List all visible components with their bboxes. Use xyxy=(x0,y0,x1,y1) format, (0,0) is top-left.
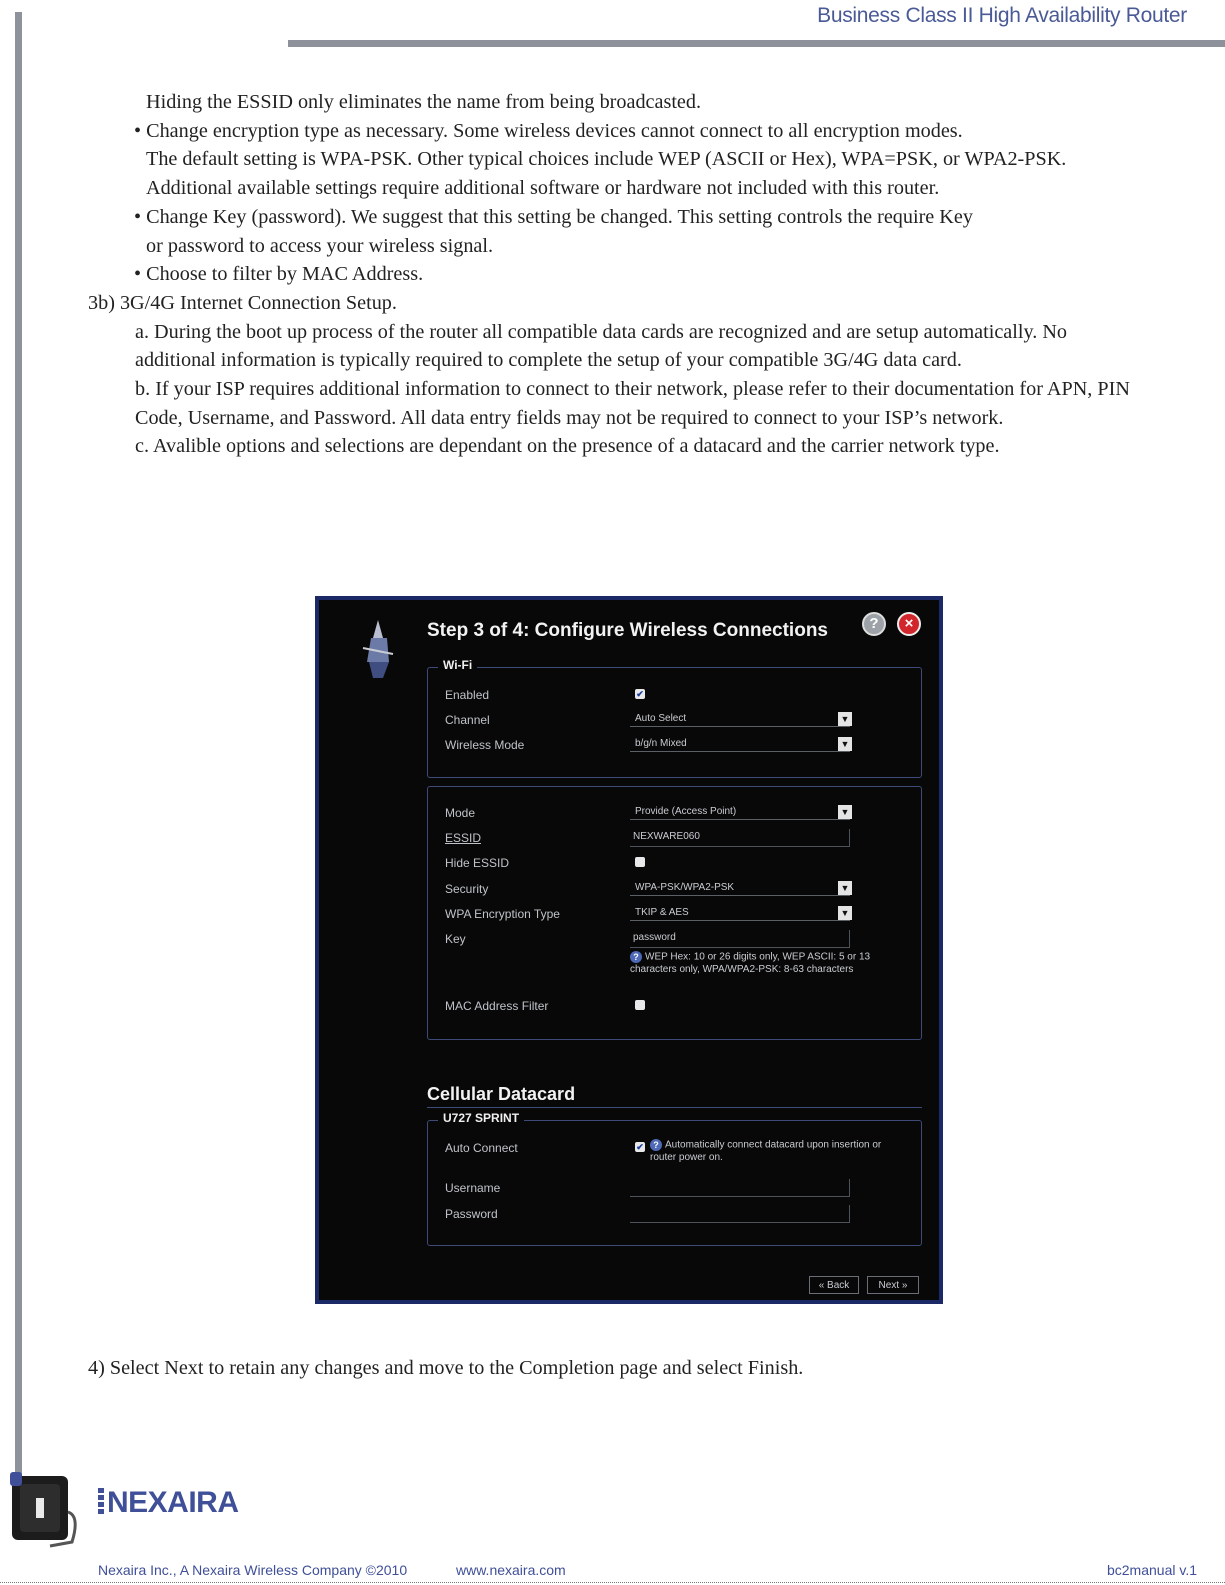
left-margin-rule xyxy=(15,12,22,1494)
item-b: b. If your ISP requires additional information to connect to their network, please refer to their documentation for APN, PIN Code, Username, and Password. All data entry fields may not be required to connect to your ISP’s network. xyxy=(135,378,1130,429)
wireless-mode-value: b/g/n Mixed xyxy=(635,738,687,749)
encryption-type-select[interactable] xyxy=(630,905,850,921)
hide-essid-label: Hide ESSID xyxy=(445,856,510,870)
mac-filter-checkbox[interactable] xyxy=(635,1000,645,1010)
auto-connect-hint-text: Automatically connect datacard upon insertion or router power on. xyxy=(650,1139,882,1163)
enabled-label: Enabled xyxy=(445,688,490,702)
wireless-mode-label: Wireless Mode xyxy=(445,738,525,752)
username-input[interactable] xyxy=(630,1179,850,1197)
key-label: Key xyxy=(445,932,466,946)
item-a: a. During the boot up process of the router all compatible data cards are recognized and are setup automatically. No additional information is typically required to complete the setup of your compatible 3G/4G data card. xyxy=(135,320,1068,372)
key-row xyxy=(445,930,915,950)
key-input[interactable]: password xyxy=(630,930,850,948)
wizard-figure-icon xyxy=(361,618,395,680)
help-icon[interactable]: ? xyxy=(650,1139,662,1151)
essid-label: ESSID xyxy=(445,831,482,845)
encryption-row xyxy=(445,905,915,925)
chevron-down-icon: ▼ xyxy=(838,737,852,751)
page-header-title: Business Class II High Availability Router xyxy=(817,4,1187,27)
section-heading: 3b) 3G/4G Internet Connection Setup. xyxy=(88,291,397,314)
wireless-mode-select[interactable] xyxy=(630,736,850,752)
auto-connect-hint xyxy=(650,1139,890,1164)
essid-input[interactable]: NEXWARE060 xyxy=(630,829,850,847)
bullet-line: • Change encryption type as necessary. Some wireless devices cannot connect to all encryption modes. xyxy=(134,119,963,142)
mac-filter-label: MAC Address Filter xyxy=(445,999,549,1013)
channel-select[interactable] xyxy=(630,711,850,727)
footer-company: Nexaira Inc., A Nexaira Wireless Company ©2010 xyxy=(98,1562,408,1578)
cellular-section-title: Cellular Datacard xyxy=(427,1084,576,1104)
key-hint-text: WEP Hex: 10 or 26 digits only, WEP ASCII: 5 or 13 characters only, WPA/WPA2-PSK: 8-63 characters xyxy=(630,951,871,975)
dialog-title: Step 3 of 4: Configure Wireless Connections xyxy=(427,620,828,641)
encryption-type-label: WPA Encryption Type xyxy=(445,907,560,921)
auto-connect-checkbox[interactable]: ✔ xyxy=(636,1142,644,1152)
security-label: Security xyxy=(445,882,489,896)
key-hint-row xyxy=(445,951,915,991)
cellular-divider xyxy=(427,1107,922,1108)
password-input[interactable] xyxy=(630,1205,850,1223)
enabled-row xyxy=(445,686,915,706)
body-text xyxy=(88,88,1148,461)
datacard-fieldset xyxy=(427,1111,922,1246)
bullet-key xyxy=(88,203,1148,260)
wifi-fieldset xyxy=(427,658,922,778)
datacard-legend: U727 SPRINT xyxy=(438,1111,524,1125)
hide-essid-checkbox[interactable] xyxy=(635,857,645,867)
router-device-icon xyxy=(10,1472,80,1548)
brand-logo xyxy=(98,1486,239,1520)
help-icon[interactable]: ? xyxy=(630,951,642,963)
mode-row xyxy=(445,804,915,824)
bullet-line: • Change Key (password). We suggest that this setting be changed. This setting controls the require Key xyxy=(134,205,973,228)
essid-row xyxy=(445,829,915,849)
security-value: WPA-PSK/WPA2-PSK xyxy=(635,882,735,893)
header-rule xyxy=(288,40,1225,47)
paragraph: Hiding the ESSID only eliminates the name from being broadcasted. xyxy=(146,91,702,113)
mac-filter-row xyxy=(445,997,915,1017)
access-point-fieldset xyxy=(427,786,922,1040)
chevron-down-icon: ▼ xyxy=(838,712,852,726)
enabled-checkbox[interactable]: ✔ xyxy=(636,689,644,699)
wireless-mode-row xyxy=(445,736,915,756)
wizard-screenshot xyxy=(315,596,943,1304)
close-button[interactable]: × xyxy=(897,612,921,636)
channel-label: Channel xyxy=(445,713,490,727)
next-button[interactable]: Next » xyxy=(867,1276,919,1294)
bullet-encryption xyxy=(88,117,1148,203)
security-select[interactable] xyxy=(630,880,850,896)
chevron-down-icon: ▼ xyxy=(838,805,852,819)
key-hint xyxy=(630,951,905,976)
chevron-down-icon: ▼ xyxy=(838,906,852,920)
username-label: Username xyxy=(445,1181,501,1195)
auto-connect-row xyxy=(445,1139,915,1173)
password-label: Password xyxy=(445,1207,498,1221)
item-c: c. Avalible options and selections are dependant on the presence of a datacard and the carrier network type. xyxy=(135,435,1000,458)
mode-value: Provide (Access Point) xyxy=(635,806,737,817)
channel-value: Auto Select xyxy=(635,713,687,724)
bullet-continuation: or password to access your wireless signal. xyxy=(146,234,494,257)
back-button[interactable]: « Back xyxy=(809,1276,859,1294)
security-row xyxy=(445,880,915,900)
chevron-down-icon: ▼ xyxy=(838,881,852,895)
bullet-mac: • Choose to filter by MAC Address. xyxy=(134,263,424,286)
step-4-instruction: 4) Select Next to retain any changes and move to the Completion page and select Finish. xyxy=(88,1357,804,1379)
footer-url[interactable]: www.nexaira.com xyxy=(456,1562,566,1578)
bullet-continuation: The default setting is WPA-PSK. Other typical choices include WEP (ASCII or Hex), WPA=PSK, or WPA2-PSK. Additional available settings require additional software or hardware not included with this router. xyxy=(146,148,1067,200)
footer-version: bc2manual v.1 xyxy=(1106,1562,1197,1578)
password-row xyxy=(445,1205,915,1225)
channel-row xyxy=(445,711,915,731)
help-button[interactable]: ? xyxy=(862,612,886,636)
mode-select[interactable] xyxy=(630,804,850,820)
hide-essid-row xyxy=(445,854,915,874)
wifi-legend: Wi-Fi xyxy=(438,658,477,672)
logo-bars-icon xyxy=(98,1488,104,1516)
username-row xyxy=(445,1179,915,1199)
footer-dotted-line xyxy=(0,1582,1225,1583)
brand-name: NEXAIRA xyxy=(107,1486,239,1519)
auto-connect-label: Auto Connect xyxy=(445,1141,518,1155)
encryption-type-value: TKIP & AES xyxy=(635,907,689,918)
mode-label: Mode xyxy=(445,806,476,820)
